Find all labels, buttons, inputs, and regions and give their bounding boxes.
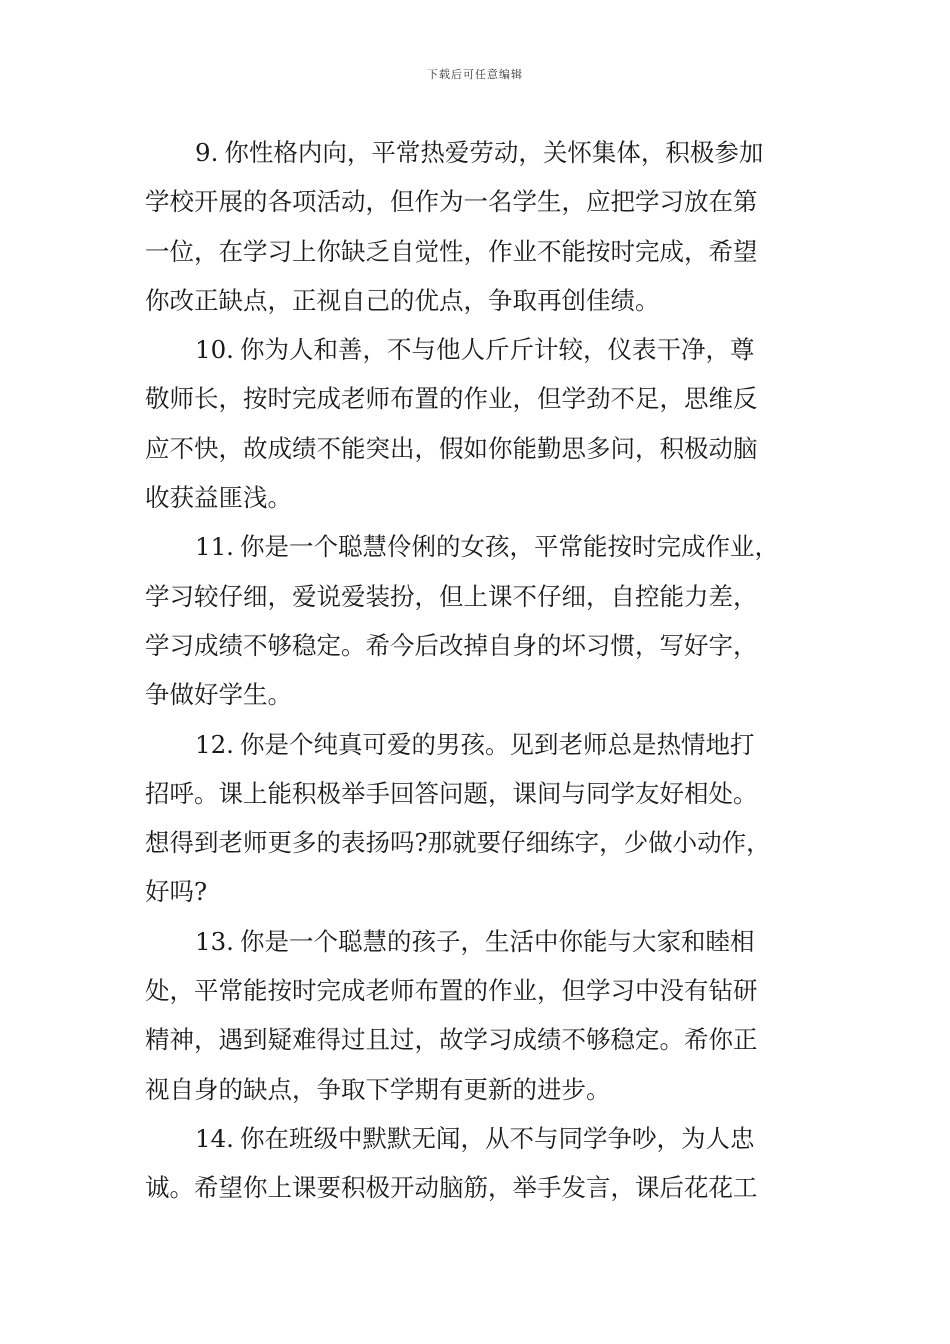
paragraph-13 (145, 917, 835, 1114)
paragraph-line: 争做好学生。 (145, 680, 292, 710)
paragraph-line: 应不快，故成绩不能突出，假如你能勤思多问，积极动脑 (145, 433, 758, 463)
paragraph-number: 14. (195, 1123, 234, 1153)
paragraph-line: 精神，遇到疑难得过且过，故学习成绩不够稳定。希你正 (145, 1025, 758, 1055)
paragraph-first-line (145, 128, 835, 177)
paragraph-9 (145, 128, 835, 325)
paragraph-line: 诚。希望你上课要积极开动脑筋，举手发言，课后花花工 (145, 1173, 758, 1203)
paragraph-number: 9. (195, 138, 219, 167)
paragraph-first-line (145, 917, 835, 966)
paragraph-line: 学习较仔细，爱说爱装扮，但上课不仔细，自控能力差， (145, 581, 758, 611)
paragraph-number: 13. (195, 926, 234, 956)
paragraph-text: 你是一个聪慧伶俐的女孩，平常能按时完成作业， (239, 532, 779, 562)
paragraph-line: 敬师长，按时完成老师布置的作业，但学劲不足，思维反 (145, 384, 758, 414)
paragraph-line: 你改正缺点，正视自己的优点，争取再创佳绩。 (145, 285, 660, 315)
paragraph-text: 你为人和善，不与他人斤斤计较，仪表干净，尊 (239, 335, 755, 365)
paragraph-text: 你在班级中默默无闻，从不与同学争吵，为人忠 (239, 1123, 755, 1153)
paragraph-first-line (145, 325, 835, 374)
paragraph-line: 想得到老师更多的表扬吗?那就要仔细练字，少做小动作， (145, 828, 771, 858)
paragraph-number: 12. (195, 729, 234, 759)
paragraph-text: 你性格内向，平常热爱劳动，关怀集体，积极参加 (224, 138, 764, 167)
paragraph-first-line (145, 1114, 835, 1163)
paragraph-number: 10. (195, 335, 234, 365)
page-header: 下载后可任意编辑 (427, 68, 523, 81)
paragraph-line: 学习成绩不够稳定。希今后改掉自身的坏习惯，写好字， (145, 630, 758, 660)
paragraph-first-line (145, 522, 835, 571)
paragraph-text: 你是一个聪慧的孩子，生活中你能与大家和睦相 (239, 926, 755, 956)
paragraph-line: 视自身的缺点，争取下学期有更新的进步。 (145, 1074, 611, 1104)
paragraph-line: 学校开展的各项活动，但作为一名学生，应把学习放在第 (145, 187, 758, 217)
paragraph-line: 一位，在学习上你缺乏自觉性，作业不能按时完成，希望 (145, 236, 758, 266)
paragraph-number: 11. (195, 532, 234, 562)
paragraph-line: 收获益匪浅。 (145, 483, 292, 513)
paragraph-line: 好吗? (145, 877, 208, 907)
paragraph-first-line (145, 720, 835, 769)
document-body (145, 128, 835, 1213)
paragraph-10 (145, 325, 835, 522)
paragraph-14 (145, 1114, 835, 1213)
paragraph-12 (145, 720, 835, 917)
paragraph-line: 招呼。课上能积极举手回答问题，课间与同学友好相处。 (145, 778, 758, 808)
paragraph-11 (145, 522, 835, 719)
paragraph-line: 处，平常能按时完成老师布置的作业，但学习中没有钻研 (145, 976, 758, 1006)
paragraph-text: 你是个纯真可爱的男孩。见到老师总是热情地打 (239, 729, 755, 759)
